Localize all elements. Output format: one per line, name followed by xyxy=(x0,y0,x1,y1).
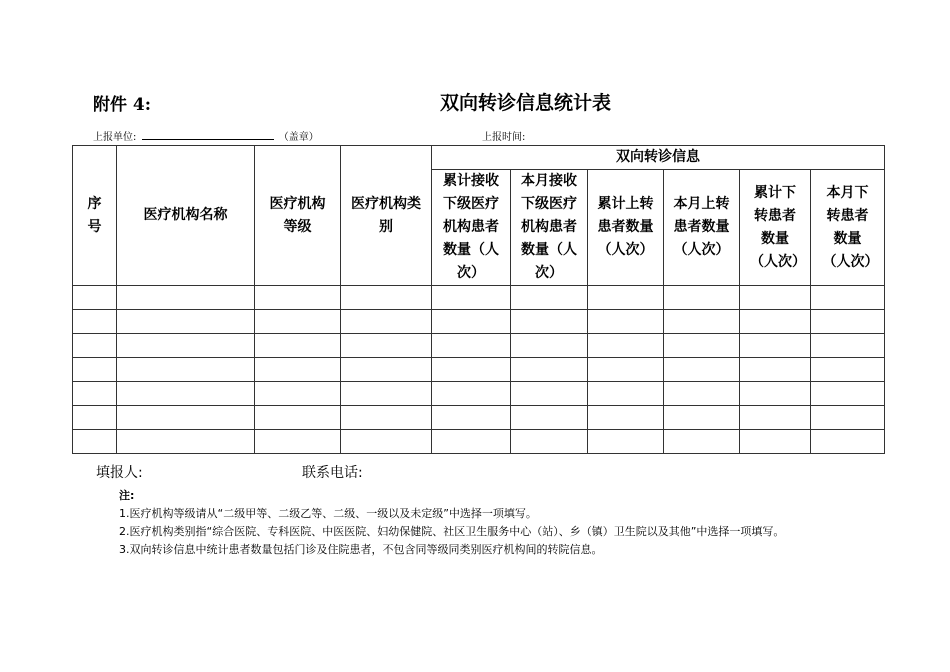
table-cell[interactable] xyxy=(73,430,117,454)
table-cell[interactable] xyxy=(341,430,432,454)
seal-label: （盖章） xyxy=(278,132,319,143)
table-cell[interactable] xyxy=(341,286,432,310)
table-row xyxy=(73,358,885,382)
col-header-month-down: 本月下转患者数量（人次） xyxy=(811,170,885,286)
table-cell[interactable] xyxy=(588,334,664,358)
table-cell[interactable] xyxy=(255,358,341,382)
table-cell[interactable] xyxy=(511,430,588,454)
table-cell[interactable] xyxy=(511,358,588,382)
note-item: 3.双向转诊信息中统计患者数量包括门诊及住院患者，不包含同等级同类别医疗机构间的转院信息。 xyxy=(119,543,603,556)
table-row xyxy=(73,286,885,310)
referral-statistics-table xyxy=(72,145,885,454)
report-unit-blank[interactable] xyxy=(142,130,274,140)
table-cell[interactable] xyxy=(664,334,740,358)
table-cell[interactable] xyxy=(117,430,255,454)
phone-label: 联系电话: xyxy=(302,465,363,481)
table-cell[interactable] xyxy=(511,286,588,310)
table-cell[interactable] xyxy=(432,406,511,430)
table-cell[interactable] xyxy=(73,358,117,382)
table-cell[interactable] xyxy=(588,286,664,310)
table-cell[interactable] xyxy=(432,358,511,382)
table-cell[interactable] xyxy=(341,406,432,430)
table-cell[interactable] xyxy=(811,382,885,406)
col-header-month-up: 本月上转患者数量（人次） xyxy=(664,170,740,286)
table-cell[interactable] xyxy=(588,430,664,454)
table-cell[interactable] xyxy=(341,334,432,358)
table-cell[interactable] xyxy=(73,382,117,406)
table-cell[interactable] xyxy=(588,358,664,382)
table-cell[interactable] xyxy=(740,406,811,430)
table-cell[interactable] xyxy=(432,310,511,334)
table-cell[interactable] xyxy=(432,430,511,454)
table-cell[interactable] xyxy=(117,382,255,406)
col-header-cum-up: 累计上转患者数量（人次） xyxy=(588,170,664,286)
col-header-cum-received: 累计接收下级医疗机构患者数量（人次） xyxy=(432,170,511,286)
report-unit-field xyxy=(93,128,319,143)
table-cell[interactable] xyxy=(117,310,255,334)
note-item: 1.医疗机构等级请从“二级甲等、二级乙等、二级、一级以及未定级”中选择一项填写。 xyxy=(119,507,537,520)
table-cell[interactable] xyxy=(811,310,885,334)
table-cell[interactable] xyxy=(341,310,432,334)
notes-section xyxy=(93,487,883,559)
table-cell[interactable] xyxy=(117,334,255,358)
table-cell[interactable] xyxy=(511,406,588,430)
table-cell[interactable] xyxy=(511,310,588,334)
table-cell[interactable] xyxy=(432,334,511,358)
table-row xyxy=(73,310,885,334)
table-cell[interactable] xyxy=(811,286,885,310)
table-cell[interactable] xyxy=(73,334,117,358)
table-cell[interactable] xyxy=(255,334,341,358)
attachment-label: 附件 4: xyxy=(93,95,152,115)
table-cell[interactable] xyxy=(811,430,885,454)
table-row xyxy=(73,334,885,358)
table-cell[interactable] xyxy=(341,358,432,382)
table-cell[interactable] xyxy=(664,358,740,382)
report-time-field xyxy=(482,128,525,143)
table-cell[interactable] xyxy=(664,310,740,334)
table-cell[interactable] xyxy=(255,430,341,454)
col-header-name: 医疗机构名称 xyxy=(117,146,255,286)
table-cell[interactable] xyxy=(255,406,341,430)
col-header-seq: 序号 xyxy=(73,146,117,286)
table-cell[interactable] xyxy=(664,286,740,310)
table-cell[interactable] xyxy=(664,382,740,406)
table-cell[interactable] xyxy=(811,334,885,358)
table-cell[interactable] xyxy=(432,286,511,310)
table-cell[interactable] xyxy=(740,310,811,334)
table-cell[interactable] xyxy=(811,406,885,430)
table-cell[interactable] xyxy=(117,406,255,430)
table-cell[interactable] xyxy=(255,286,341,310)
table-cell[interactable] xyxy=(588,382,664,406)
table-row xyxy=(73,382,885,406)
col-header-month-received: 本月接收下级医疗机构患者数量（人次） xyxy=(511,170,588,286)
table-row xyxy=(73,430,885,454)
col-header-cum-down: 累计下转患者数量（人次） xyxy=(740,170,811,286)
table-cell[interactable] xyxy=(588,406,664,430)
table-cell[interactable] xyxy=(255,382,341,406)
table-cell[interactable] xyxy=(740,382,811,406)
table-cell[interactable] xyxy=(588,310,664,334)
table-cell[interactable] xyxy=(740,334,811,358)
table-cell[interactable] xyxy=(117,358,255,382)
page-title: 双向转诊信息统计表 xyxy=(440,92,612,114)
col-group-referral-info: 双向转诊信息 xyxy=(432,146,885,170)
table-cell[interactable] xyxy=(664,430,740,454)
table-cell[interactable] xyxy=(740,358,811,382)
table-cell[interactable] xyxy=(341,382,432,406)
table-cell[interactable] xyxy=(664,406,740,430)
table-cell[interactable] xyxy=(73,310,117,334)
table-cell[interactable] xyxy=(73,406,117,430)
table-cell[interactable] xyxy=(511,334,588,358)
report-time-label: 上报时间: xyxy=(482,132,526,143)
table-cell[interactable] xyxy=(73,286,117,310)
col-header-type: 医疗机构类别 xyxy=(341,146,432,286)
table-cell[interactable] xyxy=(117,286,255,310)
table-cell[interactable] xyxy=(255,310,341,334)
notes-heading: 注: xyxy=(119,489,135,502)
table-cell[interactable] xyxy=(740,430,811,454)
table-cell[interactable] xyxy=(432,382,511,406)
col-header-level: 医疗机构等级 xyxy=(255,146,341,286)
table-cell[interactable] xyxy=(811,358,885,382)
report-unit-label: 上报单位: xyxy=(93,132,137,143)
note-item: 2.医疗机构类别指“综合医院、专科医院、中医医院、妇幼保健院、社区卫生服务中心（站）、乡（镇）卫生院以及其他”中选择一项填写。 xyxy=(119,525,785,538)
filler-label: 填报人: xyxy=(96,465,143,481)
table-row xyxy=(73,406,885,430)
table-cell[interactable] xyxy=(740,286,811,310)
table-cell[interactable] xyxy=(511,382,588,406)
